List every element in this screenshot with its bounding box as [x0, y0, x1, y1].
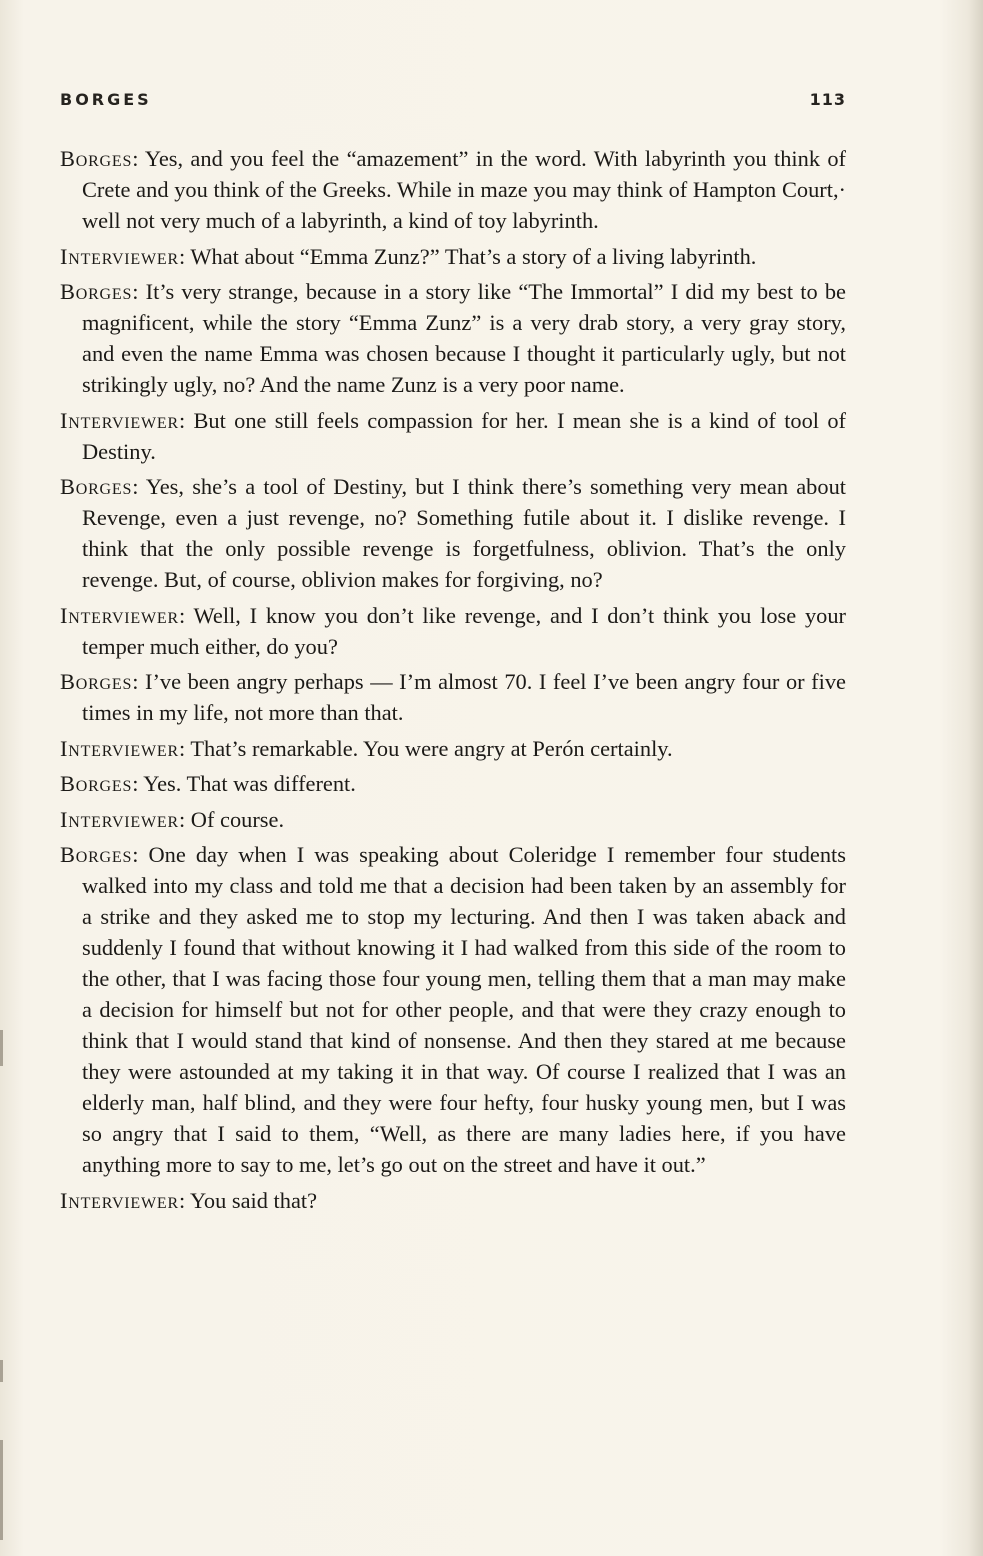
scan-gutter-mark: [0, 1360, 3, 1382]
dialogue-paragraph: Interviewer: Well, I know you don’t like revenge, and I don’t think you lose your temper much either, do you?: [60, 602, 846, 659]
speaker-label: Interviewer: [60, 735, 179, 761]
speaker-label: Borges: [60, 669, 133, 694]
dialogue-paragraph: Borges: I’ve been angry perhaps — I’m almost 70. I feel I’ve been angry four or five times in my life, not more than that.: [60, 669, 846, 725]
dialogue-text: You said that?: [189, 1187, 318, 1213]
dialogue-text: Yes, she’s a tool of Destiny, but I think there’s something very mean about Revenge, even a just revenge, no? Something futile about it. I dislike revenge. I think that the only possible revenge is forgetfulness, oblivion. That’s the only revenge. But, of course, oblivion makes for forgiving, no?: [82, 474, 846, 592]
dialogue-paragraph: Interviewer: That’s remarkable. You were angry at Perón certainly.: [60, 735, 673, 761]
speaker-label: Borges: [60, 842, 133, 867]
page-number: 113: [809, 90, 846, 109]
dialogue-text: That’s remarkable. You were angry at Perón certainly.: [190, 735, 673, 761]
dialogue-paragraph: Borges: It’s very strange, because in a story like “The Immortal” I did my best to be magnificent, while the story “Emma Zunz” is a very drab story, a very gray story, and even the name Emma was chosen because I thought it particularly ugly, but not strikingly ugly, no? And the name Zunz is a very poor name.: [60, 279, 846, 397]
dialogue-text: But one still feels compassion for her. I mean she is a kind of tool of Destiny.: [82, 407, 846, 464]
scan-gutter-mark: [0, 1030, 3, 1066]
dialogue-paragraph: Interviewer: Of course.: [60, 806, 285, 832]
scan-gutter-mark: [0, 1440, 3, 1540]
dialogue-text: Yes, and you feel the “amazement” in the word. With labyrinth you think of Crete and you think of the Greeks. While in maze you may think of Hampton Court,· well not very much of a labyrinth, a kind of toy labyrinth.: [82, 146, 846, 233]
dialogue-text: Yes. That was different.: [143, 771, 356, 796]
dialogue-text: One day when I was speaking about Coleridge I remember four students walked into my class and told me that a decision had been taken by an assembly for a strike and they asked me to stop my lecturing. And then I was taken aback and suddenly I found that without knowing it I had walked from this side of the room to the other, that I was facing those four young men, telling them that a man may make a decision for himself but not for other people, and that were they crazy enough to think that I would stand that kind of nonsense. And then they stared at me because they were astounded at my taking it in that way. Of course I realized that I was an elderly man, half blind, and they were four hefty, four husky young men, but I was so angry that I said to them, “Well, as there are many ladies here, if you have anything more to say to me, let’s go out on the street and have it out.”: [82, 842, 846, 1177]
speaker-label: Borges: [60, 771, 133, 796]
interview-text: [60, 143, 846, 1220]
running-head: [60, 90, 846, 114]
dialogue-paragraph: Interviewer: What about “Emma Zunz?” That’s a story of a living labyrinth.: [60, 243, 757, 269]
dialogue-paragraph: Borges: Yes, and you feel the “amazement” in the word. With labyrinth you think of Crete and you think of the Greeks. While in maze you may think of Hampton Court,· well not very much of a labyrinth, a kind of toy labyrinth.: [60, 146, 846, 233]
dialogue-paragraph: Borges: Yes, she’s a tool of Destiny, but I think there’s something very mean about Revenge, even a just revenge, no? Something futile about it. I dislike revenge. I think that the only possible revenge is forgetfulness, oblivion. That’s the only revenge. But, of course, oblivion makes for forgiving, no?: [60, 474, 846, 592]
dialogue-paragraph: Borges: One day when I was speaking about Coleridge I remember four students walked into my class and told me that a decision had been taken by an assembly for a strike and they asked me to stop my lecturing. And then I was taken aback and suddenly I found that without knowing it I had walked from this side of the room to the other, that I was facing those four young men, telling them that a man may make a decision for himself but not for other people, and that were they crazy enough to think that I would stand that kind of nonsense. And then they stared at me because they were astounded at my taking it in that way. Of course I realized that I was an elderly man, half blind, and they were four hefty, four husky young men, but I was so angry that I said to them, “Well, as there are many ladies here, if you have anything more to say to me, let’s go out on the street and have it out.”: [60, 842, 846, 1177]
speaker-label: Interviewer: [60, 806, 179, 832]
speaker-label: Borges: [60, 146, 133, 171]
speaker-label: Interviewer: [60, 1187, 179, 1213]
dialogue-text: Well, I know you don’t like revenge, and I don’t think you lose your temper much either, do you?: [82, 602, 846, 659]
dialogue-paragraph: Interviewer: But one still feels compassion for her. I mean she is a kind of tool of Destiny.: [60, 407, 846, 464]
dialogue-paragraph: Interviewer: You said that?: [60, 1187, 318, 1213]
speaker-label: Interviewer: [60, 243, 179, 269]
dialogue-text: I’ve been angry perhaps — I’m almost 70. I feel I’ve been angry four or five times in my life, not more than that.: [82, 669, 846, 725]
dialogue-text: What about “Emma Zunz?” That’s a story of a living labyrinth.: [190, 243, 757, 269]
speaker-label: Borges: [60, 474, 133, 499]
speaker-label: Borges: [60, 279, 133, 304]
speaker-label: Interviewer: [60, 407, 179, 433]
dialogue-text: Of course.: [190, 806, 285, 832]
running-head-title: BORGES: [60, 90, 152, 109]
dialogue-paragraph: Borges: Yes. That was different.: [60, 771, 356, 796]
speaker-label: Interviewer: [60, 602, 179, 628]
dialogue-text: It’s very strange, because in a story like “The Immortal” I did my best to be magnificent, while the story “Emma Zunz” is a very drab story, a very gray story, and even the name Emma was chosen because I thought it particularly ugly, but not strikingly ugly, no? And the name Zunz is a very poor name.: [82, 279, 846, 397]
